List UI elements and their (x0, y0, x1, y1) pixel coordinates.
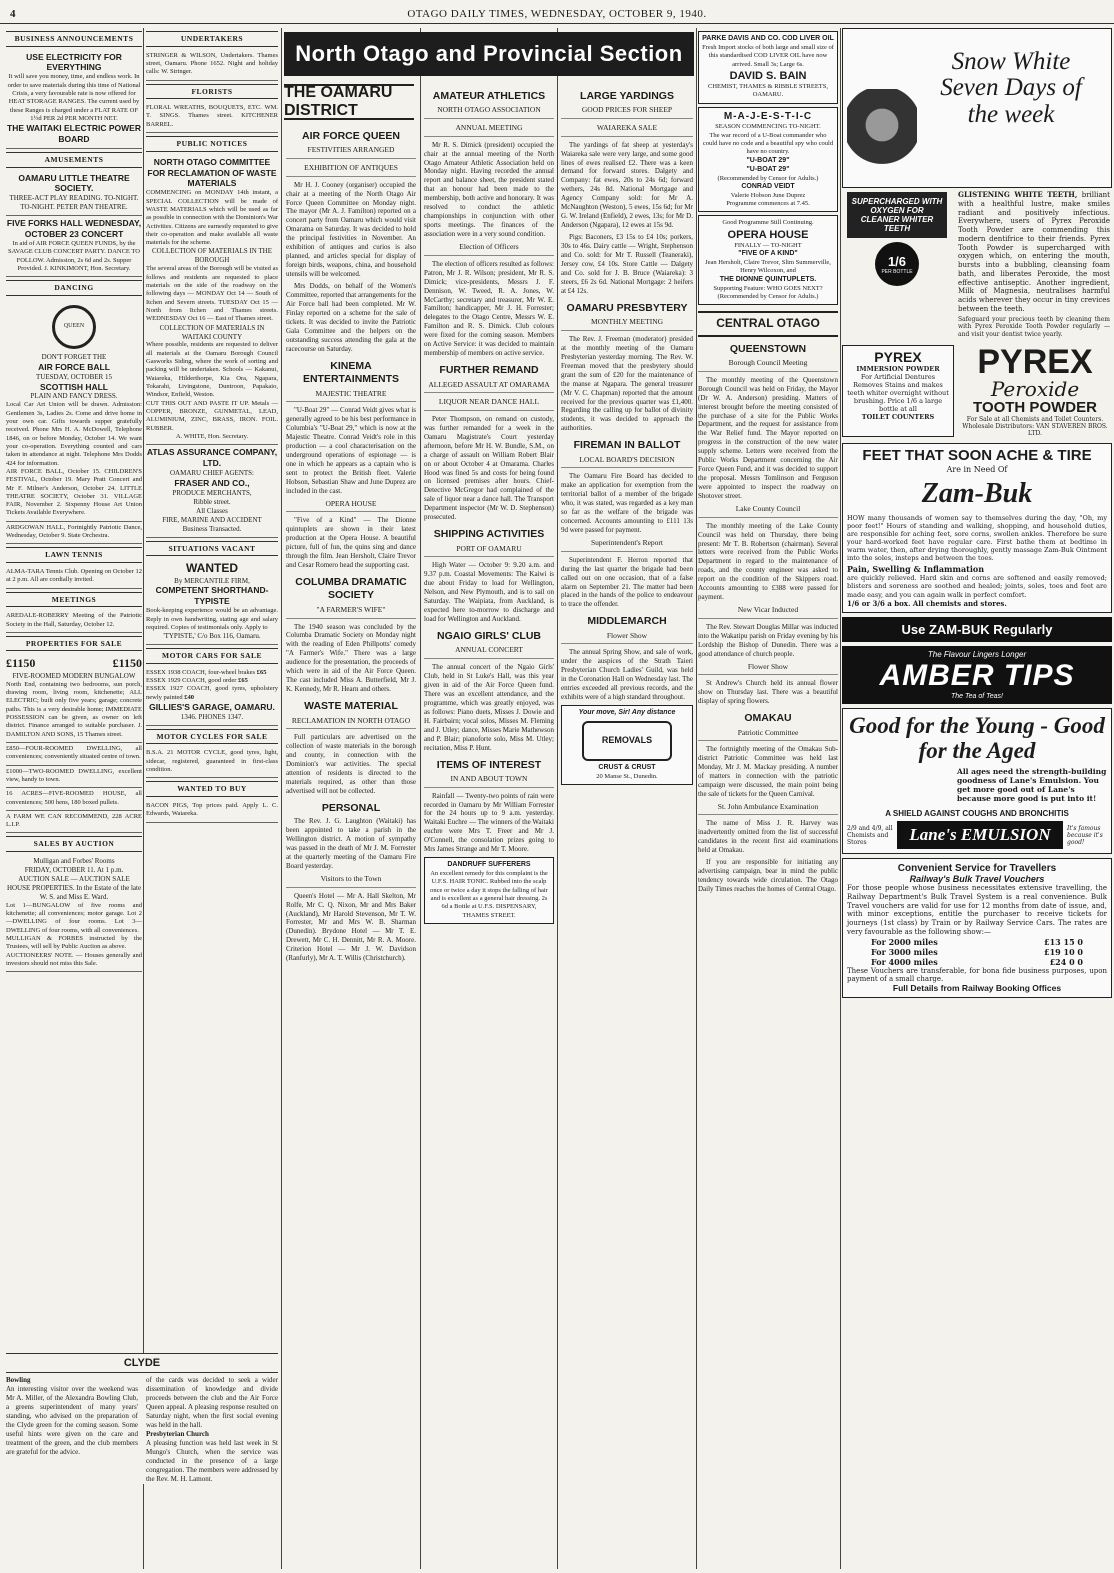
news-column-4 (424, 84, 554, 1569)
article-subhead: NORTH OTAGO ASSOCIATION (424, 105, 554, 119)
listing (146, 677, 278, 685)
ad-price: 2/9 and 4/9, all Chemists and Stores (847, 824, 893, 846)
article-paragraph: Full particulars are advertised on the collection of waste materials in the borough and county, in connection with the Dominion's war activities. The special attention of residents is directed to the materials required, as other than those advertised will not be collected. (286, 733, 416, 795)
ad-body: It will save you money, time, and endless work. In order to save materials during this time of National Crisis, a very favourable rate is now offered for HEAT STORAGE RANGES. The current used by these Ranges is charged under a FLAT RATE OF 1½d PER 2d PER MONTH NET. (7, 73, 141, 122)
snow-white-ad (842, 28, 1112, 188)
ad-heading: USE ELECTRICITY FOR EVERYTHING (26, 51, 122, 73)
ad-headline: Snow White Seven Days of the week (940, 48, 1082, 128)
ad-copy: brilliant with a healthful lustre, make smiles radiant and positively infectious. Everywhere, users of Pyrex Peroxide Tooth Powder are commending this modern dentifrice to their friends. Pyrex Tooth Powder is supercharged with oxygen which, on entering the mouth, bursts into a bubbling, cleansing foam bath, and liberates Peroxide, the most effective antiseptic. Another ingredient, Milk of Magnesia, neutralises harmful acids wherever they occur in tiny crevices between the teeth. (958, 191, 1110, 313)
ad-body: North End, containing two bedrooms, sun porch, drawing room, living room, kitchenette; ALL ELECTRIC; built only five years; garage; concrete paths. This is a very desirable home; IMMEDIATE POSSESSION can be given, as owner on left district. Finance arranged to suitable purchaser. J. DAMILTON AND SONS, 15 Thames street. (6, 680, 142, 738)
property-ad: A FARM WE CAN RECOMMEND, 228 ACRE L.I.P. (6, 811, 142, 834)
article-paragraph: Mrs Dodds, on behalf of the Women's Committee, reported that arrangements for the Air Force ball had been completed. Mr W. Finlay reported on a scheme for the sale of tickets. It was decided to invite the Patriotic Gala Committee and the helpers on the outstanding success attending the gala at the racecourse on Saturday. (286, 282, 416, 353)
article-paragraph: The yardings of fat sheep at yesterday's Waiareka sale were very large, and some good lines of ewes realised £2. There was a keen demand for forward stores. Dalgety and Company: fat ewes, 20s to 24s 6d; forward wethers, 24s 8d. National Mortgage and Agency Company sold: for Mr A. McNaughton (Weston), 5 ewes, 15s 6d; for Mr G. W. Ireland (Enfield), 2 ewes, 13s; for Mr D. Anderson (Ngapara), 12 ewes at 15s 9d. (561, 140, 693, 230)
air-force-logo-icon (52, 305, 96, 349)
section-heading: DANCING (6, 280, 142, 296)
ad-line: Ribble street. (193, 497, 231, 506)
newspaper-title: OTAGO DAILY TIMES, WEDNESDAY, OCTOBER 9, 1940. (407, 8, 707, 20)
ad-headline: Good for the Young - Good for the Aged (849, 712, 1105, 763)
article-paragraph: Queen's Hotel — Mr A. Hall Skelton, Mr Rolfe, Mr C. Q. Nixon, Mr and Mrs Baker (Auckland), Mr Harold Stevenson, Mr T. W. Forrester, Mr and Mrs W. B. Sharman (Dunedin). Brydone Hotel — Mr T. E. Drewett, Mr C. H. Dennitt, Mr R. A. Moore. Criterion Hotel — Mr J. W. Davidson (Ranfurly), Mr A. T. Willis (Christchurch). (286, 891, 416, 963)
section-heading: MEETINGS (6, 592, 142, 608)
rate-row (847, 947, 1107, 957)
article-col (146, 1376, 278, 1483)
article-subhead: Presbyterian Church (146, 1429, 209, 1438)
ad-body: These Vouchers are transferable, for bona fide business purposes, upon payment of a small charge. (847, 966, 1107, 983)
column-rule (281, 28, 282, 1569)
article-subhead: IN AND ABOUT TOWN (424, 774, 554, 788)
listing-price: £65 (238, 677, 248, 685)
ad-headline: FEET THAT SOON ACHE & TIRE (862, 447, 1092, 464)
cast: THE DIONNE QUINTUPLETS. (719, 275, 817, 283)
article-headline: OAMARU PRESBYTERY (566, 301, 688, 314)
ad-line: (Recommended by Censor for Adults.) (717, 174, 819, 182)
ad-line: For Sale at all Chemists and Toilet Counters. (966, 416, 1104, 423)
snow-white-copy (842, 188, 1112, 341)
cast: CONRAD VEIDT (741, 182, 795, 190)
article-paragraph: The name of Miss J. R. Harvey was inadvertently omitted from the list of successful candidates in the recent first aid examinations held at Omakau. (698, 819, 838, 855)
motor-cars-ad (146, 667, 278, 726)
ad-price: 1/6 or 3/6 a box. All chemists and stores. (847, 598, 1007, 608)
article-paragraph: The monthly meeting of the Queenstown Borough Council was held on Friday, the Mayor (Dr W. A. Anderson) presiding. Matters of interest brought before the meeting consisted of the purchase of a site for the Public Works Department, and the request for assistance from the War Relief fund. The Mayor reported on progress in the construction of the new water supply scheme. Letters were received from the Public Works Department concerning the Air Force Queen Fund, and it was decided to support the proposal. Messrs Tomlinson and Ferguson were appointed to inspect the roadway on Shotover street. (698, 375, 838, 501)
zam-buk-banner: Use ZAM-BUK Regularly (842, 617, 1112, 642)
zam-buk-ad (842, 443, 1112, 613)
pyrex-immersion-ad (842, 345, 954, 437)
ad-body: An excellent remedy for this complaint is the U.F.S. HAIR TONIC. Rubbed into the scalp once or twice a day it stops the falling of hair and is excellent as a general hair dressing. 2s 6d a Bottle at U.F.S. DISPENSARY, THAMES STREET. (430, 870, 548, 919)
article-paragraph: Mr H. J. Cooney (organiser) occupied the chair at a meeting of the North Otago Air Force Queen Committee on Monday night. The mayor (Mr A. J. Familton) reported on a concert party from Oamaru which would visit Omarama on Saturday. It was decided to hold the principal festivities in November. An exhibition of antiques and curios is also planned, and articles special for display of foreign birds, weapons, china, and household utensils will be welcomed. (286, 180, 416, 279)
article-subhead: MONTHLY MEETING (561, 317, 693, 331)
air-force-ball-ad (6, 299, 142, 522)
logo-text: QUEEN (63, 322, 85, 329)
ad-heading: OPERA HOUSE (727, 228, 809, 241)
article-subhead: LOCAL BOARD'S DECISION (561, 455, 693, 469)
news-column-3 (286, 124, 416, 1569)
ad-subhead: Railway's Bulk Travel Vouchers (909, 874, 1045, 885)
rate-row (847, 957, 1107, 967)
article-headline: NGAIO GIRLS' CLUB (437, 629, 541, 642)
pyrex-tooth-powder-ad (958, 345, 1112, 437)
article-subhead: Patriotic Committee (698, 728, 838, 742)
ad-line: PLAIN AND FANCY DRESS. (30, 392, 118, 401)
article-paragraph: If you are responsible for initiating any advertising campaign, bear in mind the public tendency towards wide circulation. The Otago Daily Times reaches the homes of Central Otago. (698, 858, 838, 894)
column-rule (143, 28, 144, 1569)
ad-heading: PYREX (874, 349, 922, 365)
article-headline: OMAKAU (744, 712, 792, 725)
section-banner: North Otago and Provincial Section (284, 32, 694, 76)
cod-liver-oil-ad (698, 31, 838, 104)
ad-headline: Convenient Service for Travellers (897, 863, 1057, 875)
section-heading: LAWN TENNIS (6, 547, 142, 563)
ad-heading: FIVE FORKS HALL WEDNESDAY, OCTOBER 23 CONCERT (6, 218, 142, 240)
ad-line: TUESDAY, OCTOBER 15 (36, 372, 112, 381)
ad-body: COMMENCING on MONDAY 14th instant, a SPECIAL COLLECTION will be made of WASTE MATERIALS which will be used as far as possible in connection with the Dominion's War Activities. Citizens are earnestly requested to give their co-operation and make available all waste materials for the scheme. (146, 189, 278, 247)
section-heading: MOTOR CARS FOR SALE (146, 648, 278, 664)
florist-ad: FLORAL WREATHS, BOUQUETS, ETC. WM. T. SINGS. Thames street. KITCHENER BARREL. (146, 102, 278, 133)
article-subhead: Election of Officers (424, 242, 554, 256)
price-badge (875, 242, 919, 286)
article-subhead: ANNUAL MEETING (424, 123, 554, 137)
ad-body: THREE-ACT PLAY READING. TO-NIGHT. TO-NIGHT. PETER PAN THEATRE. (9, 194, 139, 212)
ad-body: HOW many thousands of women say to themselves during the day, "Oh, my poor feet!" Hours of standing and walking, shopping, and household duties, are responsible for aching feet, sore corns, swollen ankles. Therefore be sure your hard-worked feet have regular care. First bathe them at bedtime in warm water, then, after drying thoroughly, gently massage Zam-Buk Ointment into the soles, insteps and between the toes. (847, 513, 1107, 563)
ad-body: All ages need the strength-building goodness of Lane's Emulsion. You get more good out of Lane's because more good is put into it! (957, 767, 1107, 804)
ad-footer: TOILET COUNTERS (861, 413, 935, 421)
supercharged-banner: SUPERCHARGED WITH OXYGEN FOR CLEANER WHITER TEETH (847, 192, 947, 238)
listing-text: ESSEX 1929 COACH, good order (146, 677, 237, 685)
article-paragraph: Peter Thompson, on remand on custody, was further remanded for a week in the Oamaru Magistrate's Court yesterday afternoon, before Mr H. W. Bundle, S.M., on a charge of assault on William Robert Blair on or about October 4 at Omarama. Charles Hood was fined 5s and costs for being found on licensed premises after hours. Chief-Detective McGregor had complained of the sale of liquor near a dance hall. The Transport Department inspector (Mr W. D. Stephenson) prosecuted. (424, 414, 554, 522)
product-name: TOOTH POWDER (973, 399, 1097, 416)
listing (146, 685, 278, 702)
ad-heading: COMPETENT SHORTHAND-TYPISTE (155, 585, 269, 607)
ad-heading: SCOTTISH HALL (40, 381, 108, 392)
wanted-to-buy-ad: BACON PIGS, Top prices paid. Apply L. C. Edwards, Waiareka. (146, 800, 278, 823)
ad-body: The war record of a U-Boat commander who could have no code and a beautiful spy who could have no country. (702, 131, 834, 156)
brand: PYREX (977, 343, 1093, 381)
job-ad (146, 559, 278, 645)
concert-ad (6, 216, 142, 277)
price: £1150 (112, 656, 142, 671)
rate-row (847, 937, 1107, 947)
column-rule (696, 28, 697, 1569)
article-headline: LARGE YARDINGS (580, 90, 674, 102)
rate-miles: For 2000 miles (871, 936, 938, 947)
ad-body: Where possible, residents are requested to deliver all materials at the Oamaru Borough Council Gasworks Siding, where the work of sorting and packing will be undertaken. Schools — Kakanui, Waiareka, Hilderthorpe, Kia Ora, Ngapara, Tokarahi, Livingstone, Duntroon, Papakaio, Windsor, Enfield, Weston. (146, 341, 278, 399)
classifieds-column-1 (6, 28, 142, 1569)
cast: Jean Hersholt, Claire Trevor, Slim Summerville, Henry Wilcoxon, and (705, 259, 831, 275)
price: 1/6 (887, 253, 907, 269)
ad-footer: THE WAITAKI ELECTRIC POWER BOARD (7, 123, 141, 145)
article-subhead: Visitors to the Town (286, 874, 416, 888)
article-paragraph: Pigs: Baconers, £3 15s to £4 10s; porkers, 30s to 46s. Dairy cattle — Wright, Stephenson and Co. sold: for Mr T. Russell (Teaneraki), Jersey cow, £4 10s. Store Cattle — Dalgety and Co. sold for J. B. Bruce (Waiareka): 3 steers, £6 2s 6d. National Mortgage: 2 heifers at £4 12s. (561, 233, 693, 295)
assurance-ad (146, 445, 278, 537)
ad-heading: PARKE DAVIS AND CO. COD LIVER OIL (702, 35, 834, 42)
ad-heading: AUCTION SALE — AUCTION SALE HOUSE PROPERTIES. In the Estate of the late W. S. and Miss E. Ward. (6, 874, 142, 901)
article-subhead: St. John Ambulance Examination (698, 802, 838, 816)
rate-price: £13 15 0 (1044, 936, 1083, 947)
amber-tips-ad (842, 646, 1112, 704)
ad-heading: M-A-J-E-S-T-I-C (723, 110, 813, 122)
ad-line: By MERCANTILE FIRM, (174, 576, 250, 585)
article-subhead: "A FARMER'S WIFE" (286, 605, 416, 619)
article-paragraph: Superintendent F. Herron reported that during the last quarter the brigade had been called out on one occasion, that of a false alarm on September 21. The matter had been placed in the hands of the police to endeavour to trace the offender. (561, 555, 693, 609)
article-subhead: EXHIBITION OF ANTIQUES (286, 163, 416, 177)
lanes-emulsion-ad (842, 708, 1112, 855)
article-subhead: MAJESTIC THEATRE (286, 389, 416, 403)
ad-body: Fresh Import stocks of both large and small size of this standardised COD LIVER OIL have now arrived. Small 3s; Large 6s. (702, 43, 834, 68)
article-paragraph: The Rev. J. Freeman (moderator) presided at the monthly meeting of the Oamaru Presbyterian yesterday morning. The Rev. W. Freeman moved that the presbytery should grant the sum of £20 for the maintenance of the manse at Ngapara. The general treasurer (Mr V. C. Chapman) reported that the amount received for the previous quarter was £1,400. Regarding the calling up for ballot of divinity students, it was decided to approach the authorities. (561, 334, 693, 433)
ad-line: Supporting Feature: WHO GOES NEXT? (713, 284, 823, 292)
article-paragraph: The Oamaru Fire Board has decided to make an application for exemption from the territorial ballot of a member of the brigade who, it was stated, was regarded as a key man so far as the welfare of the brigade was concerned. Accounts amounting to £111 13s 9d were passed for payment. (561, 472, 693, 535)
article-paragraph: The 1940 season was concluded by the Columba Dramatic Society on Monday night with the reading of Eden Phillpotts' comedy "A Farmer's Wife." There was a large audience for the presentation, the proceeds of which were in aid of the Air Force Queen. The cast included Miss A. Butterfield, Mr J. K. Kennedy, Mr R. Hearn and others. (286, 622, 416, 694)
woman-portrait-illustration (847, 89, 917, 179)
tennis-ad: ALMA-TARA Tennis Club. Opening on October 12 at 2 p.m. All are cordially invited. (6, 566, 142, 589)
product-graphic (842, 188, 952, 341)
ad-body: Lot 1—BUNGALOW of five rooms and kitchenette; all conveniences; motor garage. Lot 2—DWELLING of four rooms. Lot 3—DWELLING of four rooms, with all conveniences. (6, 901, 142, 934)
price-unit: PER BOTTLE (881, 268, 913, 275)
article-headline: CENTRAL OTAGO (698, 311, 838, 336)
news-column-5 (561, 84, 693, 1569)
article-paragraph: St Andrew's Church held its annual flower show on Thursday last. There was a beautiful display of spring flowers. (698, 679, 838, 706)
ad-address: CHEMIST, THAMES & RIBBLE STREETS, OAMARU. (707, 82, 829, 99)
article-subhead: New Vicar Inducted (698, 605, 838, 619)
ad-line: 'TYPISTE,' C/o Box 116, Oamaru. (163, 632, 261, 641)
article-headline: FIREMAN IN BALLOT (573, 439, 681, 452)
article-paragraph: The election of officers resulted as follows: Patron, Mr J. R. Wilson; president, Mr R. S. Dimick; vice-presidents, Messrs J. F. Dennison, W. Tweed, R. A. Jones, W. McCarthy; secretary and treasurer, Mr W. E. Familton; handicapper, Mr J. H. Forrester; delegates to the Otago Centre, Messrs W. E. Familton and R. S. Dimick. Club colours were fixed for the coming season. Members on Active Service: it was decided to maintain membership of members on active service. (424, 259, 554, 358)
ad-subheading: COLLECTION OF MATERIALS IN WAITAKI COUNTY (159, 323, 265, 341)
ad-heading: FRASER AND CO., (174, 477, 250, 488)
article-paragraph: High Water — October 9: 9.20 a.m. and 9.37 p.m. Coastal Movements: The Kaiwi is due about Friday to load for Wellington, Nelson, and New Plymouth, and is to sail on Saturday. The Waipiata, from Auckland, is expected here to-morrow to discharge and load for Wellington and Auckland. (424, 561, 554, 623)
ad-heading: Your move, Sir! Any distance (578, 709, 676, 717)
news-column-6 (698, 28, 838, 1569)
dance-ad: ARDGOWAN HALL, Fortnightly Patriotic Dance, Wednesday, October 9. State Orchestra. (6, 522, 142, 545)
ad-heading: CRUST & CRUST (598, 764, 656, 772)
dandruff-ad (424, 857, 554, 924)
rate-price: £24 0 0 (1049, 956, 1083, 967)
article-paragraph: The monthly meeting of the Lake County Council was held on Thursday, there being present: Mr T. B. Robertson (chairman). Several letters were received from the Public Works Department in regard to the maintenance of roads, and the county engineer was asked to report on the condition of the Skippers road. Accounts amounting to £388 were passed for payment. (698, 521, 838, 602)
ad-line: For Artificial Dentures (860, 373, 936, 381)
article-headline: CLYDE (6, 1353, 278, 1373)
ad-tagline: The Flavour Lingers Longer (927, 649, 1027, 659)
cast: Valerie Hobson June Duprez (730, 191, 806, 199)
article-subhead: RECLAMATION IN NORTH OTAGO (286, 716, 416, 730)
article-headline: COLUMBA DRAMATIC SOCIETY (295, 576, 407, 602)
article-subhead: OPERA HOUSE (286, 499, 416, 513)
column-rule (557, 28, 558, 1569)
majestic-cinema-ad (698, 107, 838, 213)
section-heading: AMUSEMENTS (6, 152, 142, 168)
section-heading: SITUATIONS VACANT (146, 541, 278, 557)
article-col (6, 1376, 138, 1483)
property-ad: £1000—TWO-ROOMED DWELLING, excellent view, handy to town. (6, 766, 142, 789)
advertisement-column (842, 28, 1112, 1569)
listing-text: ESSEX 1938 COACH, four-wheel brakes (146, 668, 256, 676)
ad-heading: GILLIES'S GARAGE, OAMARU. (149, 701, 275, 712)
column-rule (420, 28, 421, 1569)
brand-script: Peroxide (990, 377, 1080, 401)
waste-materials-notice (146, 155, 278, 446)
ad-line: Business Transacted. (182, 524, 242, 533)
ad-line: All Classes (196, 506, 228, 515)
ad-line: Mulligan and Forbes' Rooms (33, 857, 115, 866)
film-title: "U-BOAT 29" (746, 156, 790, 164)
section-heading: PUBLIC NOTICES (146, 136, 278, 152)
event-list: AIR FORCE BALL, October 15. CHILDREN'S FESTIVAL, October 19. Mary Pratt Concert and Mr F. Milner's Anderson, October 24. LITTLE THEATRE SOCIETY, October 31. VILLAGE FAIR, November 2. Sixpenny House Art Union Tickets Available Everywhere. (6, 467, 142, 517)
ad-subhead: GLISTENING WHITE TEETH, (958, 190, 1078, 199)
property-ad (6, 654, 142, 743)
article-subhead: Flower Show (561, 631, 693, 645)
article-subhead: LIQUOR NEAR DANCE HALL (424, 397, 554, 411)
ad-line: DON'T FORGET THE (41, 352, 107, 361)
article-subhead: Borough Council Meeting (698, 358, 838, 372)
undertaker-ad: STRINGER & WILSON, Undertakers. Thames street, Oamaru. Phone 1652. Night and holiday calls: W. Stringer. (146, 50, 278, 81)
article-paragraph: An interesting visitor over the weekend was Mr A. Miller, of the Alexandra Bowling Club, a greens superintendent of many years' standing, who advised on the preparation of the Clyde green for the coming season. Some useful hints were given on the care and treatment of the green, and the club members are grateful for the advice. (6, 1385, 138, 1456)
article-subhead: PORT OF OAMARU (424, 544, 554, 558)
ad-subhead: Are in Need Of (946, 464, 1008, 474)
ad-body: Book-keeping experience would be an advantage. Reply in own handwriting, stating age and salary required. Copies of testimonials only. Apply to (146, 607, 278, 631)
article-subhead: GOOD PRICES FOR SHEEP (561, 105, 693, 119)
article-headline: QUEENSTOWN (729, 342, 807, 355)
article-paragraph: The annual concert of the Ngaio Girls' Club, held in St Luke's Hall, was this year given in aid of the Air Force Queen fund. There was an excellent attendance, and the programme, which was greatly enjoyed, was as follows: Piano duets, Misses J. Dowie and H. Fairbairn; vocal solos, Misses M. Fleming and J. Utley; dance, Misses Marie Mathewson and P. Blair; pianoforte solo, Miss M. Utley; recitation, Miss P. Hunt. (424, 662, 554, 752)
rate-miles: For 3000 miles (871, 946, 938, 957)
ad-subhead: A SHIELD AGAINST COUGHS AND BRONCHITIS (885, 809, 1069, 819)
ad-subhead: Pain, Swelling & Inflammation (847, 564, 985, 575)
ad-line: Wholesale Distributors: VAN STAVEREN BROS. LTD. (962, 423, 1108, 437)
price-line (6, 656, 142, 671)
rate-price: £19 10 0 (1044, 946, 1083, 957)
ad-tagline: It's famous because it's good! (1067, 824, 1103, 846)
ad-body: Local Car Art Union will be drawn. Admission: Gentlemen 3s, Ladies 2s. Come and drive home in your own car. Gifts towards supper gratefully received. Phone Mrs H. A. McDowell, Telephone 1846, on or before Monday, October 14. We want your co-operation. Everything counted and cars taken in attendance at night. Telephone Mrs Dodds 424 for information. (6, 401, 142, 467)
ad-heading: ATLAS ASSURANCE COMPANY, LTD. (146, 447, 278, 469)
ad-heading: DANDRUFF SUFFERERS (447, 861, 531, 869)
section-heading: MOTOR CYCLES FOR SALE (146, 729, 278, 745)
section-heading: BUSINESS ANNOUNCEMENTS (6, 31, 142, 47)
article-paragraph: The Rev. Stewart Douglas Millar was inducted into the Wakatipu parish on Friday evening by his Lordship the Bishop of Dunedin. There was a good attendance of church people. (698, 622, 838, 658)
brand: Zam-Buk (921, 477, 1033, 509)
article-headline: AIR FORCE QUEEN (301, 130, 400, 142)
ad-footer: Full Details from Railway Booking Offices (892, 982, 1062, 993)
article-subhead: FESTIVITIES ARRANGED (286, 145, 416, 159)
ad-line: SEASON COMMENCING TO-NIGHT. (715, 123, 821, 131)
ad-body: AUCTIONEERS' NOTE. — Houses generally and investors should not miss this Sale. (6, 951, 142, 967)
electricity-ad (6, 50, 142, 149)
property-ad: 16 ACRES—FIVE-ROOMED HOUSE, all conveniences; 500 hens, 180 boxed pullets. (6, 788, 142, 811)
ad-heading: WANTED (186, 561, 238, 576)
ad-subheading: COLLECTION OF MATERIALS IN THE BOROUGH (151, 247, 273, 265)
ad-heading: NORTH OTAGO COMMITTEE FOR RECLAMATION OF WASTE MATERIALS (147, 156, 277, 189)
ad-body: MULLIGAN & FORBES instructed by the Trustees, will sell by Public Auction as above. (6, 935, 142, 951)
listing-price: £40 (184, 693, 195, 701)
property-ad: £850—FOUR-ROOMED DWELLING, all conveniences; conveniently situated centre of town. (6, 743, 142, 766)
classifieds-column-2 (146, 28, 278, 1569)
section-heading: FLORISTS (146, 84, 278, 100)
article-subhead: Flower Show (698, 662, 838, 676)
article-subhead: WAIAREKA SALE (561, 123, 693, 137)
article-headline: SHIPPING ACTIVITIES (433, 528, 545, 541)
section-heading: SALES BY AUCTION (6, 836, 142, 852)
removal-truck-icon (582, 721, 672, 761)
listing (146, 669, 278, 677)
ad-body: Removes Stains and makes teeth whiter overnight without brushing. Price 1/6 a large bottle at all (847, 381, 949, 413)
brand: AMBER TIPS (879, 658, 1075, 692)
film-title: "U-BOAT 29" (746, 165, 790, 173)
article-headline: PERSONAL (321, 801, 381, 814)
ad-heading: OAMARU LITTLE THEATRE SOCIETY. (18, 172, 130, 194)
article-headline: ITEMS OF INTEREST (436, 758, 542, 771)
article-headline: WASTE MATERIAL (304, 700, 398, 713)
railway-vouchers-ad (842, 858, 1112, 998)
ad-body: are quickly relieved. Hard skin and corns are softened and easily removed; blisters and soreness are soothed and healed; joints, soles, toes and feet are made easy, and you can again walk in perfect comfort. (847, 574, 1107, 599)
ad-body: The several areas of the Borough will be visited as follows and residents are requested to place materials on the side of the roadway on the following days — MONDAY Oct 14 — South of Itchen and Severn streets. TUESDAY Oct 15 — North from Itchen and Thames streets. WEDNESDAY Oct 16 — East of Thames street. (146, 265, 278, 323)
ad-footnote: Safeguard your precious teeth by cleaning them with Pyrex Peroxide Tooth Powder regularly — and visit your dentist twice yearly. (958, 315, 1110, 338)
district-heading: THE OAMARU DISTRICT (284, 84, 414, 120)
ad-line: FRIDAY, OCTOBER 11. At 1 p.m. (24, 866, 124, 874)
ad-heading: FIVE-ROOMED MODERN BUNGALOW (12, 671, 136, 680)
masthead (0, 0, 1114, 24)
removals-ad (561, 705, 693, 785)
listing-price: £65 (256, 668, 267, 676)
article-paragraph: A pleasing function was held last week in St Mungo's Church, when the service was conducted in the presence of a large congregation. The members were addressed by the Rev. M. H. Lamont. (146, 1438, 278, 1483)
article-paragraph: "U-Boat 29" — Conrad Veidt gives what is generally agreed to be his best performance in Columbia's "U-Boat 29," which is now at the Majestic Theatre. Conrad Veidt's role in this production — a cool characterisation on the underground operations of espionage — is one in which he appears as a captain who is sent to protect the British fleet. Valerie Hobson, Sebastian Shaw and June Duprez are included in the cast. (286, 406, 416, 495)
ad-line: FINALLY — TO-NIGHT (734, 241, 802, 249)
article-subhead: Bowling (6, 1376, 31, 1385)
film-title: "FIVE OF A KIND" (738, 250, 798, 258)
rate-miles: For 4000 miles (871, 956, 938, 967)
ad-body: For those people whose business necessitates extensive travelling, the Railway Department's Bulk Travel System is a real convenience. Bulk Travel vouchers are valid for use for 12 months from date of issue, and, with minor exceptions, entitle the purchaser to receive tickets for journeys (1st class) by Train or by Railway Service Cars. The rates are very favourable as the following show:— (847, 884, 1107, 936)
ad-line: Good Programme Still Continuing. (722, 219, 814, 227)
article-headline: KINEMA ENTERTAINMENTS (302, 359, 400, 386)
ad-line: PRODUCE MERCHANTS, (172, 488, 252, 497)
lanes-footer (847, 821, 1107, 849)
ad-body: CUT THIS OUT AND PASTE IT UP. Metals — COPPER, BRONZE, GUNMETAL, LEAD, ALUMINIUM, ZINC, BRASS, IRON. FOIL. RUBBER. (146, 399, 278, 432)
section-heading: PROPERTIES FOR SALE (6, 636, 142, 652)
motor-cycles-ad: B.S.A. 21 MOTOR CYCLE, good tyres, light, sidecar, registered, guaranteed in first-class condition. (146, 747, 278, 778)
article-subhead: ANNUAL CONCERT (424, 645, 554, 659)
article-subhead: Lake County Council (698, 504, 838, 518)
ad-line: FIRE, MARINE AND ACCIDENT (162, 515, 262, 524)
article-headline: AMATEUR ATHLETICS (432, 90, 546, 102)
article-paragraph: The fortnightly meeting of the Omakau Sub-district Patriotic Committee was held last Monday, Mr J. M. Mackay presiding. A number of matters in connection with the patriotic campaign were discussed, the main point being the sale of tickets for the Queen Carnival. (698, 745, 838, 798)
listing-text: ESSEX 1927 COACH, good tyres, upholstery newly painted (146, 685, 278, 701)
ad-line: 1346. PHONES 1347. (180, 712, 244, 721)
ad-tagline: The Tea of Teas! (950, 692, 1004, 700)
ad-heading: AIR FORCE BALL (38, 361, 110, 372)
pyrex-ads (842, 345, 1112, 437)
ad-body (956, 188, 1112, 341)
ad-subhead: IMMERSION POWDER (856, 365, 940, 373)
article-subhead: Superintendent's Report (561, 538, 693, 552)
column-rule (840, 28, 841, 1569)
auction-ad (6, 855, 142, 972)
truck-label: REMOVALS (601, 735, 653, 746)
theatre-ad (6, 171, 142, 217)
page-number: 4 (10, 8, 16, 20)
ad-body: In aid of AIR FORCE QUEEN FUNDS, by the SAVAGE CLUB CONCERT PARTY. DANCE TO FOLLOW. Admission, 2s 6d and 2s. Supper Provided. J. KINKIMONT, Hon. Secretary. (8, 239, 140, 272)
ad-line: (Recommended by Censor for Adults.) (717, 292, 819, 300)
article-paragraph: Rainfall — Twenty-two points of rain were recorded in Oamaru by Mr William Forrester for the 24 hours up to 9 a.m. yesterday. Waitaki Euchre — The winners of the Waitaki euchre were Mrs T. Freer and Mr J. O'Connell, the consolation prizes going to Mrs James Strange and Mr T. Moore. (424, 791, 554, 854)
article-paragraph: The Rev. J. G. Laughton (Waitaki) has been appointed to take a parish in the Wellington district. A motion of sympathy was passed in the death of Mr J. M. Forrester at the quarterly meeting of the Oamaru Fire Board yesterday. (286, 817, 416, 871)
opera-house-ad (698, 215, 838, 305)
clyde-news (6, 1353, 278, 1484)
article-paragraph: of the cards was decided to seek a wider dissemination of knowledge and divide proceeds between the club and the Air Force Queen appeal. A pleasing response resulted on Saturday night, when the first social evening was held in the hall. (146, 1376, 278, 1429)
article-columns (6, 1376, 278, 1483)
ad-line: Programme commences at 7.45. (726, 200, 810, 208)
signature: A. WHITE, Hon. Secretary. (175, 432, 249, 440)
ad-line: OAMARU CHIEF AGENTS: (169, 468, 254, 477)
article-paragraph: The annual Spring Show, and sale of work, under the auspices of the Strath Taieri Presbyterian Church Ladies' Guild, was held in the Coronation Hall on Wednesday last. The entries exceeded all previous records, and the exhibits were of a high standard throughout. (561, 648, 693, 702)
article-paragraph: "Five of a Kind" — The Dionne quintuplets are shown in their latest production at the Opera House. A beautiful picture, full of fun, the quins sing and dance through the film. Jean Hersholt, Claire Trevor and Cesar Romero head the supporting cast. (286, 516, 416, 570)
section-heading: UNDERTAKERS (146, 31, 278, 47)
rates-table (847, 937, 1107, 967)
meeting-ad: AREDALE-ROBERRY Meeting of the Patriotic Society in the Hall, Saturday, October 12. (6, 610, 142, 633)
price: £1150 (6, 656, 36, 671)
article-headline: MIDDLEMARCH (587, 615, 667, 628)
ad-heading: DAVID S. BAIN (729, 69, 807, 82)
brand: Lane's EMULSION (897, 821, 1063, 849)
article-paragraph: Mr R. S. Dimick (president) occupied the chair at the annual meeting of the North Otago Amateur Athletic Association held on Monday night. Having recorded the annual report and balance sheet, the president stated that an honour had been made to the membership, both active and honorary. It was resolved to conduct the athletic championships in conjunction with other sports meetings. The finances of the association were in a very sound condition. (424, 140, 554, 239)
article-headline: FURTHER REMAND (439, 364, 539, 377)
section-heading: WANTED TO BUY (146, 781, 278, 797)
ad-address: 20 Manse St., Dunedin. (596, 773, 658, 781)
article-subhead: ALLEGED ASSAULT AT OMARAMA (424, 380, 554, 394)
